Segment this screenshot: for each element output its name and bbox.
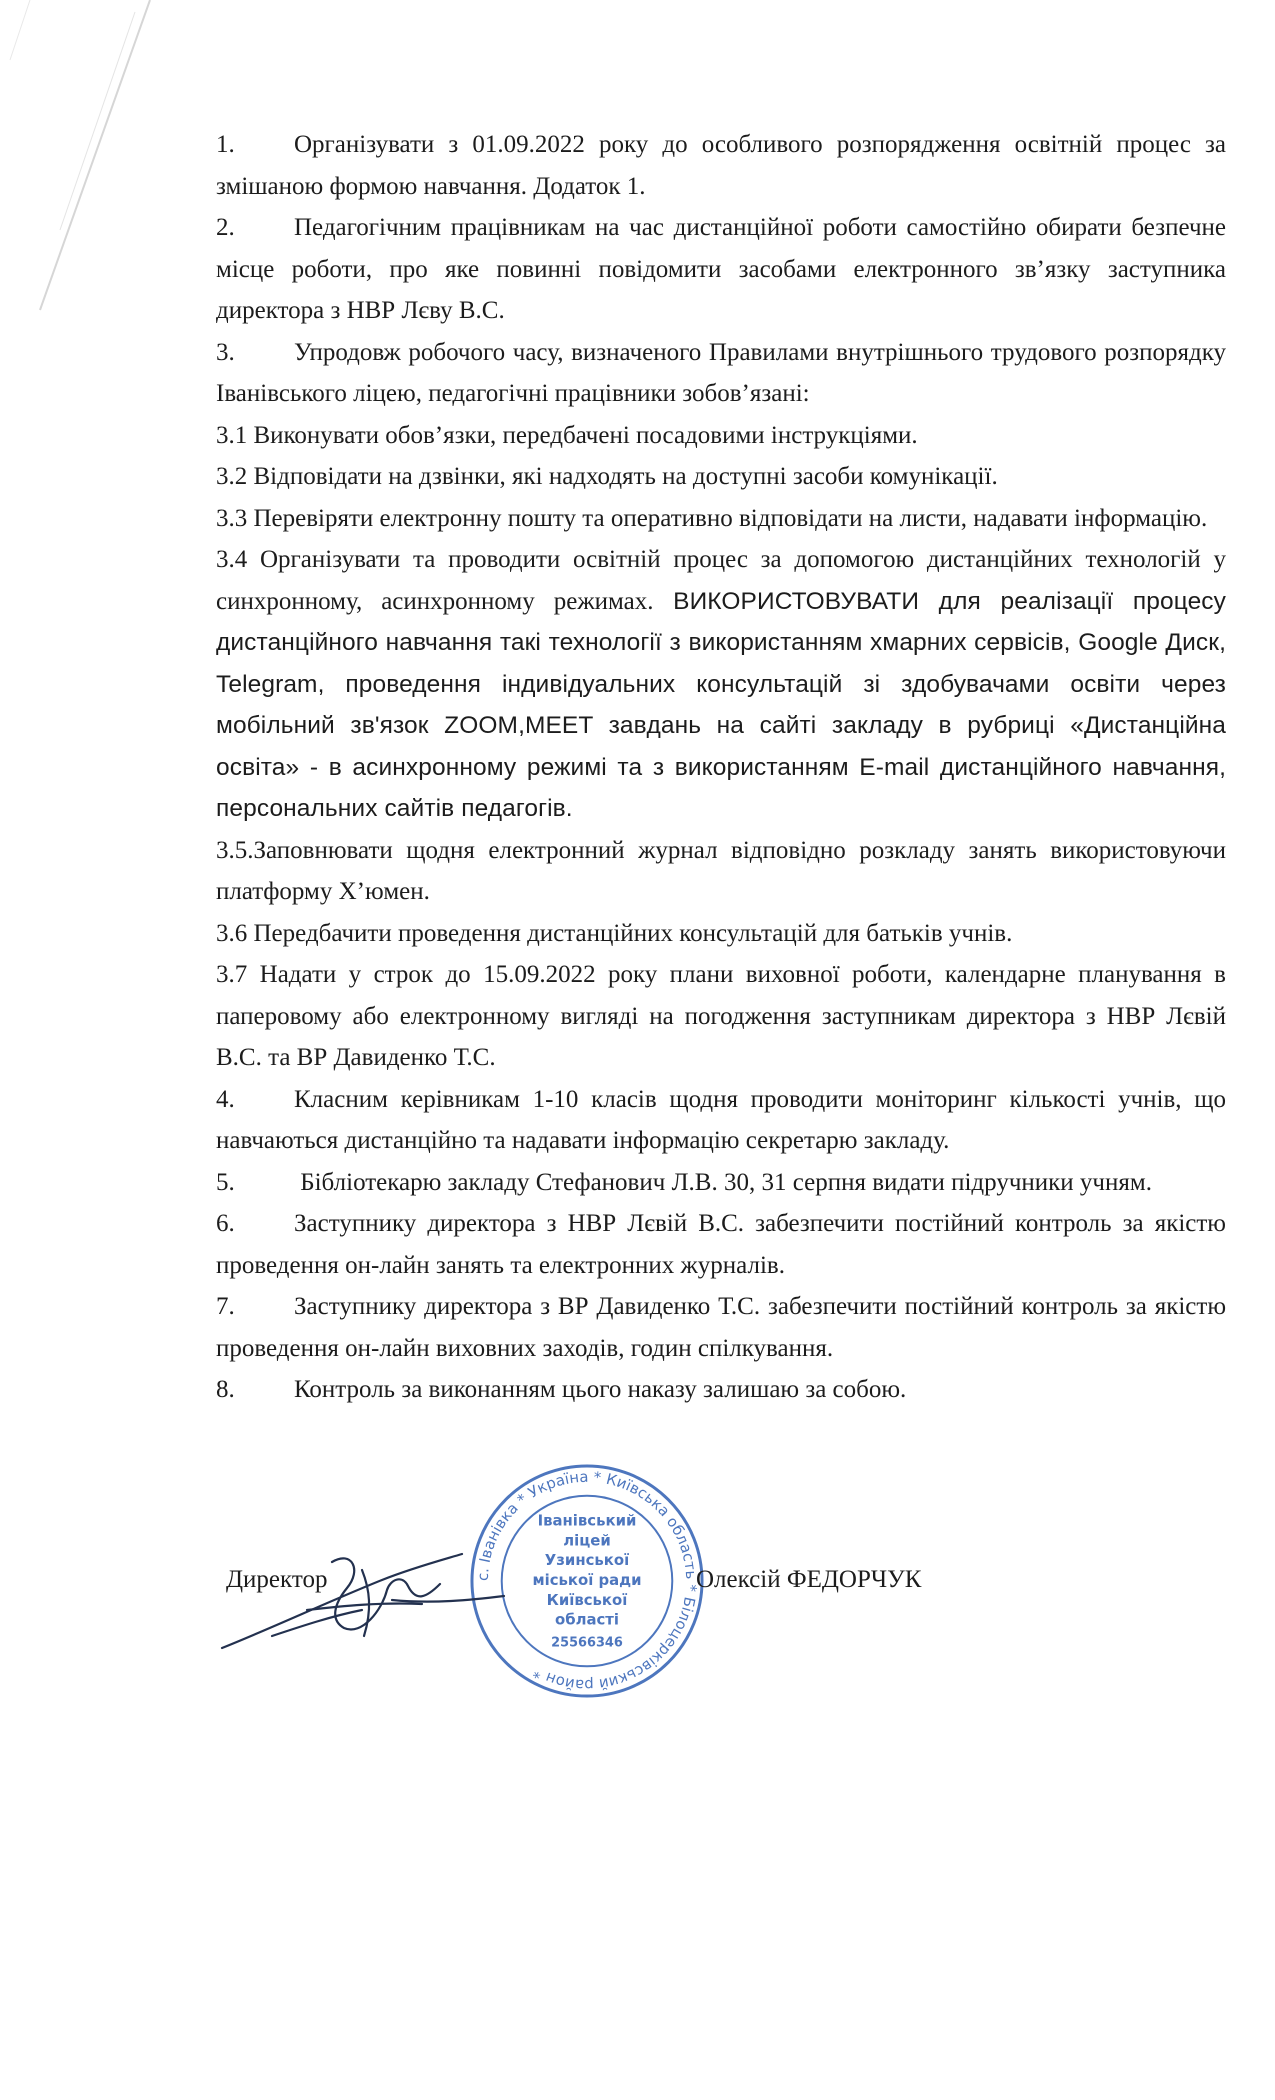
items-list-after	[216, 830, 1226, 1411]
item-3-4-part2: ВИКОРИСТОВУВАТИ для реалізації процесу дистанційного навчання такі технології з використанням хмарних сервісів, Google Диск, Telegram, проведення індивідуальних консультацій зі здобувачами освіти через мобільний зв'язок ZOOM,MEET завдань на сайті закладу в рубриці «Дистанційна освіта» - в асинхронному режимі та з використанням E-mail дистанційного навчання, персональних сайтів педагогів.	[216, 587, 1227, 822]
svg-text:Київської: Київської	[546, 1590, 628, 1609]
item-text: Організувати з 01.09.2022 року до особливого розпорядження освітній процес за змішаною формою навчання. Додаток 1.	[216, 131, 1226, 200]
item-number: 7.	[216, 1293, 235, 1320]
svg-text:25566346: 25566346	[551, 1635, 623, 1651]
list-item	[216, 332, 1226, 415]
item-number: 4.	[216, 1085, 235, 1113]
document-body	[216, 124, 1226, 1411]
item-text: Упродовж робочого часу, визначеного Правилами внутрішнього трудового розпорядку Іванівського ліцею, педагогічні працівники зобов’язані:	[216, 338, 1226, 407]
item-text: Бібліотекарю закладу Стефанович Л.В. 30, 31 серпня видати підручники учням.	[294, 1168, 1152, 1196]
svg-text:міської ради: міської ради	[532, 1570, 642, 1589]
item-text: Педагогічним працівникам на час дистанційної роботи самостійно обирати безпечне місце роботи, про яке повинні повідомити засобами електронного зв’язку заступника директора з НВР Лєву В.С.	[216, 214, 1226, 324]
svg-text:області: області	[554, 1610, 620, 1629]
items-list	[216, 124, 1226, 539]
director-name: Олексій ФЕДОРЧУК	[696, 1566, 922, 1593]
item-3-4-part1: 3.4 Організувати та проводити освітній процес за допомогою дистанційних технологій у синхронному, асинхронному режимах.	[216, 546, 1226, 615]
list-item	[216, 830, 1226, 913]
list-item	[216, 498, 1226, 540]
item-number: 1.	[216, 131, 235, 158]
stamp-ring-text: с. Іванівка * Україна * Київська область * Білоцерківський район *	[473, 1467, 701, 1695]
list-item	[216, 415, 1226, 457]
svg-text:ліцей: ліцей	[563, 1531, 611, 1550]
handwritten-signature	[212, 1540, 512, 1660]
item-text: 3.5.Заповнювати щодня електронний журнал відповідно розкладу занять використовуючи платформу Х’юмен.	[216, 836, 1226, 905]
svg-text:Іванівський: Іванівський	[537, 1511, 637, 1530]
item-text: Класним керівникам 1-10 класів щодня проводити моніторинг кількості учнів, що навчаються дистанційно та надавати інформацію секретарю закладу.	[216, 1085, 1226, 1154]
list-item	[216, 1286, 1226, 1369]
item-text: 3.2 Відповідати на дзвінки, які надходять на доступні засоби комунікації.	[216, 463, 998, 490]
list-item	[216, 456, 1226, 498]
item-text: Контроль за виконанням цього наказу залишаю за собою.	[294, 1376, 907, 1403]
item-number: 2.	[216, 214, 235, 241]
list-item	[216, 207, 1226, 332]
list-item	[216, 124, 1226, 207]
list-item	[216, 1162, 1226, 1204]
scan-streak	[0, 0, 220, 320]
director-title: Директор	[226, 1566, 328, 1593]
list-item-3-4	[216, 539, 1226, 830]
list-item	[216, 1369, 1226, 1411]
item-text: Заступнику директора з НВР Лєвій В.С. забезпечити постійний контроль за якістю проведення он-лайн занять та електронних журналів.	[216, 1210, 1226, 1279]
item-text: 3.1 Виконувати обов’язки, передбачені посадовими інструкціями.	[216, 421, 918, 449]
list-item	[216, 1203, 1226, 1286]
item-number: 8.	[216, 1376, 235, 1403]
item-number: 3.	[216, 338, 235, 366]
item-text: Заступнику директора з ВР Давиденко Т.С. забезпечити постійний контроль за якістю проведення он-лайн виховних заходів, годин спілкування.	[216, 1293, 1226, 1362]
list-item	[216, 1079, 1226, 1162]
item-text: 3.3 Перевіряти електронну пошту та оперативно відповідати на листи, надавати інформацію.	[216, 504, 1208, 532]
item-number: 5.	[216, 1168, 235, 1196]
item-text: 3.6 Передбачити проведення дистанційних консультацій для батьків учнів.	[216, 919, 1013, 947]
svg-text:Узинської: Узинської	[544, 1551, 630, 1570]
list-item	[216, 913, 1226, 955]
item-number: 6.	[216, 1210, 235, 1237]
list-item	[216, 954, 1226, 1079]
item-text: 3.7 Надати у строк до 15.09.2022 року плани виховної роботи, календарне планування в паперовому або електронному вигляді на погодження заступникам директора з НВР Лєвій В.С. та ВР Давиденко Т.С.	[216, 961, 1226, 1071]
